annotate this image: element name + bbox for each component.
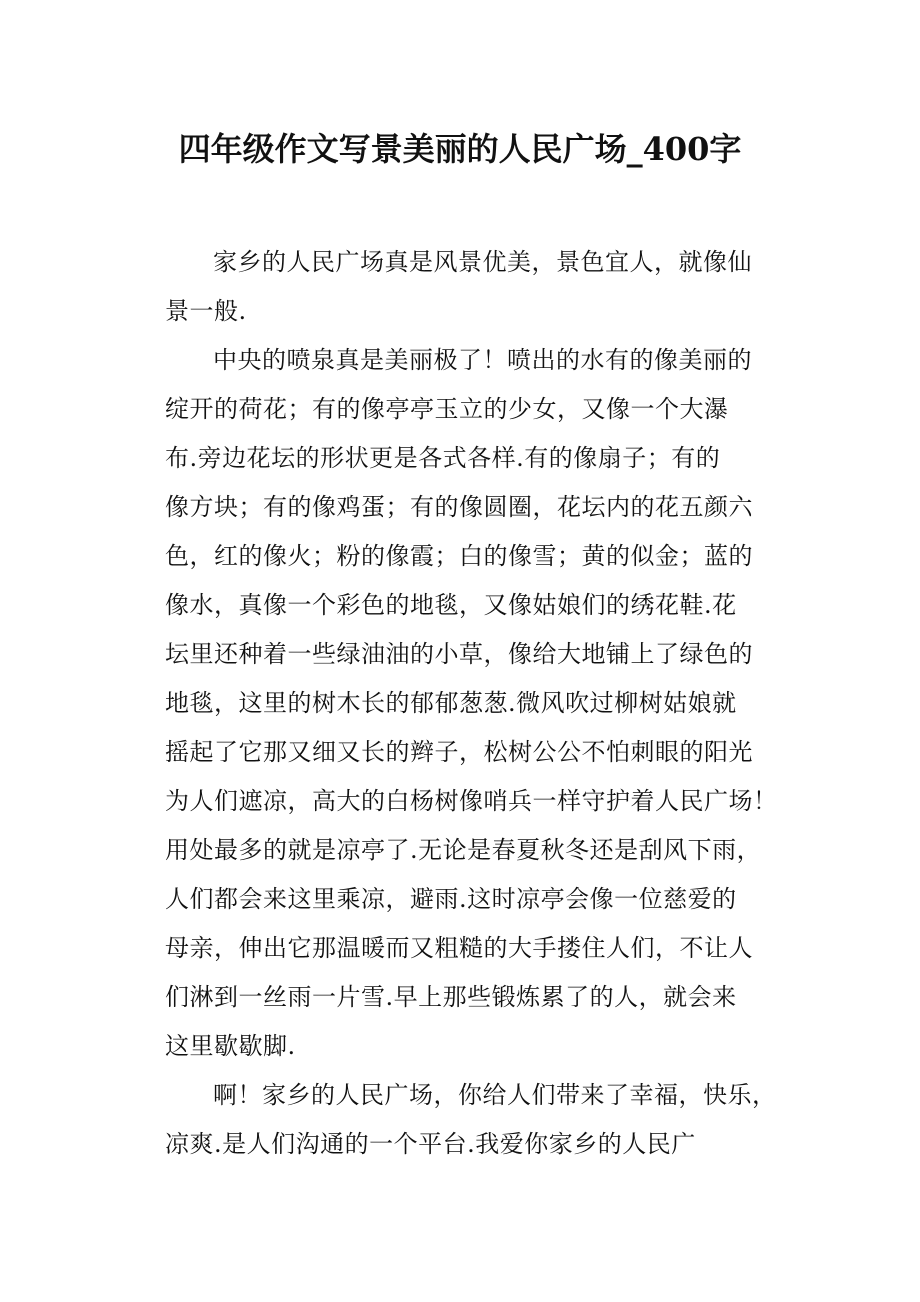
paragraph-1 [165,238,777,336]
text-line: 母亲，伸出它那温暖而又粗糙的大手搂住人们，不让人 [165,934,753,962]
text-line: 坛里还种着一些绿油油的小草，像给大地铺上了绿色的 [165,640,753,668]
text-line: 中央的喷泉真是美丽极了！喷出的水有的像美丽的 [213,346,752,374]
text-line: 为人们遮凉，高大的白杨树像哨兵一样守护着人民广场！ [165,787,778,815]
text-line: 用处最多的就是凉亭了.无论是春夏秋冬还是刮风下雨， [165,836,762,864]
text-line: 色，红的像火；粉的像霞；白的像雪；黄的似金；蓝的 [165,542,753,570]
text-line: 景一般. [165,297,247,325]
text-line: 地毯，这里的树木长的郁郁葱葱.微风吹过柳树姑娘就 [165,689,737,717]
text-line: 凉爽.是人们沟通的一个平台.我爱你家乡的人民广 [165,1130,696,1158]
text-line: 们淋到一丝雨一片雪.早上那些锻炼累了的人，就会来 [165,983,737,1011]
document-body [165,238,777,1169]
text-line: 啊！家乡的人民广场，你给人们带来了幸福，快乐， [213,1081,777,1109]
text-line: 布.旁边花坛的形状更是各式各样.有的像扇子；有的 [165,444,721,472]
text-line: 家乡的人民广场真是风景优美，景色宜人，就像仙 [213,248,752,276]
paragraph-2 [165,336,777,1071]
text-line: 绽开的荷花；有的像亭亭玉立的少女，又像一个大瀑 [165,395,729,423]
document-title: 四年级作文写景美丽的人民广场_400字 [178,130,742,168]
paragraph-3 [165,1071,777,1169]
text-line: 像方块；有的像鸡蛋；有的像圆圈，花坛内的花五颜六 [165,493,753,521]
text-line: 像水，真像一个彩色的地毯，又像姑娘们的绣花鞋.花 [165,591,737,619]
text-line: 这里歇歇脚. [165,1032,296,1060]
text-line: 摇起了它那又细又长的辫子，松树公公不怕刺眼的阳光 [165,738,753,766]
text-line: 人们都会来这里乘凉，避雨.这时凉亭会像一位慈爱的 [165,885,737,913]
